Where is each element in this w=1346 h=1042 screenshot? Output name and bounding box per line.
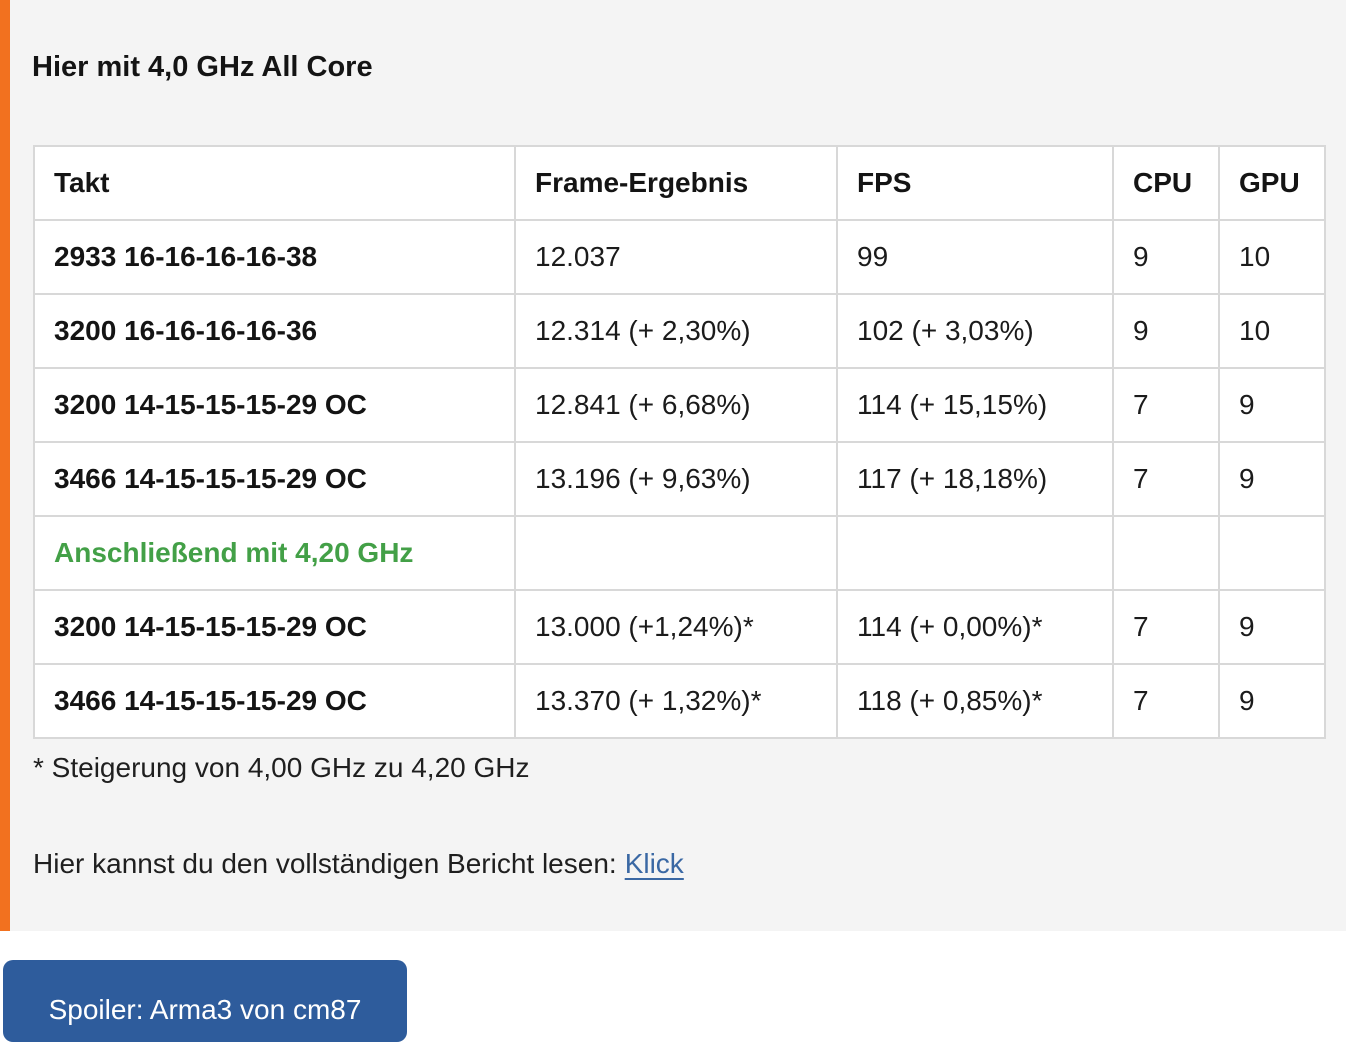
- footnote: * Steigerung von 4,00 GHz zu 4,20 GHz: [33, 751, 530, 783]
- cell-takt: 3466 14-15-15-15-29 OC: [34, 664, 515, 738]
- cell-fps: 99: [837, 220, 1113, 294]
- cell-takt: 3466 14-15-15-15-29 OC: [34, 442, 515, 516]
- cell-frame-ergebnis: 13.196 (+ 9,63%): [515, 442, 837, 516]
- column-header-gpu: GPU: [1219, 146, 1325, 220]
- cell-takt: 3200 14-15-15-15-29 OC: [34, 590, 515, 664]
- benchmark-table: [33, 145, 1326, 739]
- cell-cpu: [1113, 516, 1219, 590]
- column-header-fps: FPS: [837, 146, 1113, 220]
- column-header-frame-ergebnis: Frame-Ergebnis: [515, 146, 837, 220]
- cell-frame-ergebnis: [515, 516, 837, 590]
- cell-fps: 114 (+ 15,15%): [837, 368, 1113, 442]
- cell-gpu: 10: [1219, 294, 1325, 368]
- cell-fps: 102 (+ 3,03%): [837, 294, 1113, 368]
- cell-cpu: 9: [1113, 294, 1219, 368]
- cell-fps: [837, 516, 1113, 590]
- column-header-cpu: CPU: [1113, 146, 1219, 220]
- cell-takt: 3200 14-15-15-15-29 OC: [34, 368, 515, 442]
- table-row: [34, 294, 1325, 368]
- cell-frame-ergebnis: 13.370 (+ 1,32%)*: [515, 664, 837, 738]
- cell-fps: 118 (+ 0,85%)*: [837, 664, 1113, 738]
- column-header-takt: Takt: [34, 146, 515, 220]
- cell-cpu: 7: [1113, 664, 1219, 738]
- table-row: [34, 590, 1325, 664]
- report-link[interactable]: Klick: [624, 847, 684, 879]
- cell-fps: 114 (+ 0,00%)*: [837, 590, 1113, 664]
- cell-cpu: 7: [1113, 442, 1219, 516]
- cell-takt: 3200 16-16-16-16-36: [34, 294, 515, 368]
- report-line: [33, 848, 1346, 880]
- cell-gpu: [1219, 516, 1325, 590]
- cell-cpu: 7: [1113, 590, 1219, 664]
- table-row: [34, 220, 1325, 294]
- cell-fps: 117 (+ 18,18%): [837, 442, 1113, 516]
- cell-section-label: Anschließend mit 4,20 GHz: [34, 516, 515, 590]
- cell-cpu: 9: [1113, 220, 1219, 294]
- cell-gpu: 9: [1219, 664, 1325, 738]
- cell-gpu: 9: [1219, 442, 1325, 516]
- table-row-section-header: [34, 516, 1325, 590]
- cell-frame-ergebnis: 12.037: [515, 220, 837, 294]
- table-row: [34, 442, 1325, 516]
- cell-gpu: 9: [1219, 590, 1325, 664]
- cell-cpu: 7: [1113, 368, 1219, 442]
- table-header-row: [34, 146, 1325, 220]
- cell-frame-ergebnis: 13.000 (+1,24%)*: [515, 590, 837, 664]
- cell-frame-ergebnis: 12.841 (+ 6,68%): [515, 368, 837, 442]
- table-row: [34, 664, 1325, 738]
- spoiler-toggle-button[interactable]: [3, 960, 407, 1042]
- report-text: Hier kannst du den vollständigen Bericht lesen:: [33, 847, 617, 879]
- cell-frame-ergebnis: 12.314 (+ 2,30%): [515, 294, 837, 368]
- cell-gpu: 10: [1219, 220, 1325, 294]
- table-row: [34, 368, 1325, 442]
- quote-heading: Hier mit 4,0 GHz All Core: [32, 51, 373, 83]
- spoiler-button-label: Spoiler: Arma3 von cm87: [48, 993, 362, 1025]
- cell-gpu: 9: [1219, 368, 1325, 442]
- cell-takt: 2933 16-16-16-16-38: [34, 220, 515, 294]
